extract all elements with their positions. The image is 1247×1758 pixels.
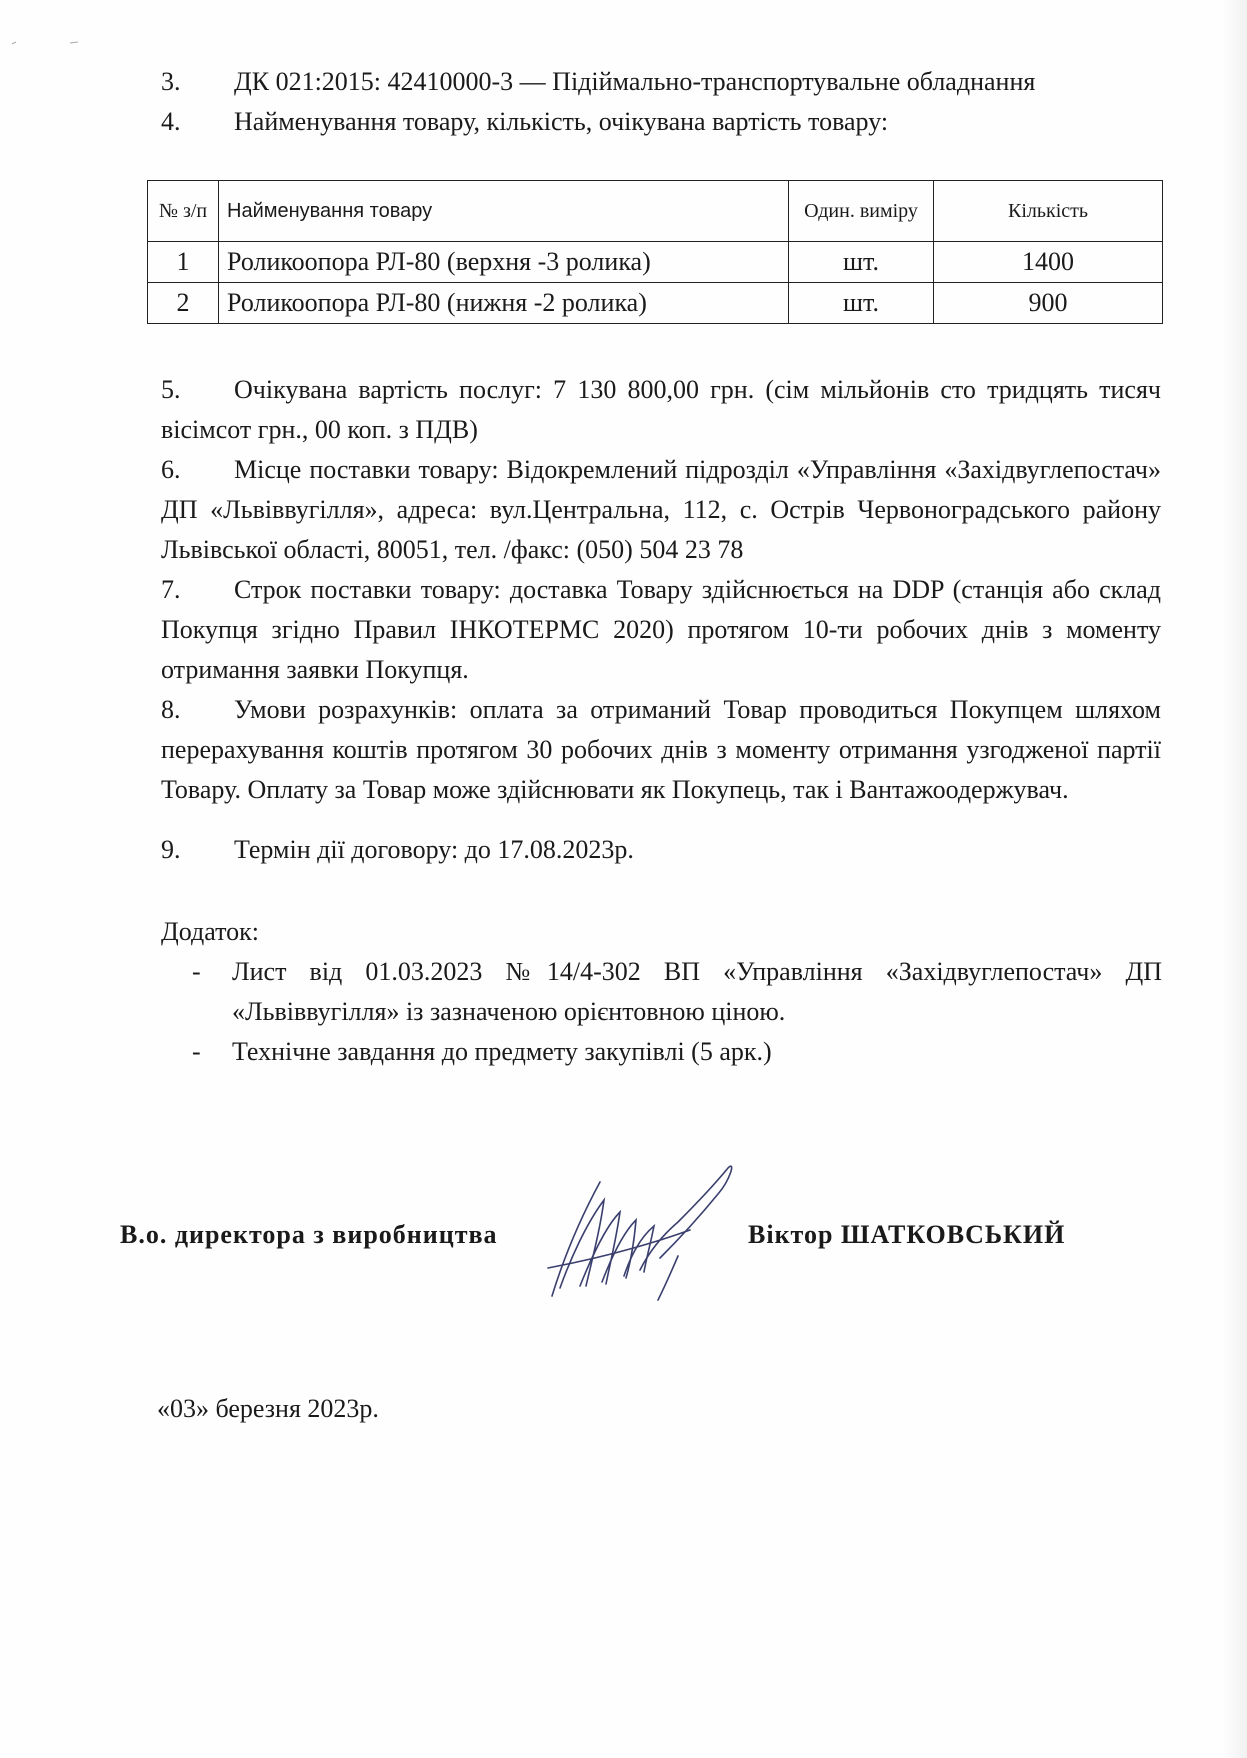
item-text: Умови розрахунків: оплата за отриманий Товар проводиться Покупцем шляхом перерахування коштів протягом 30 робочих днів з моменту отримання узгодженої партії Товару. Оплату за Товар може здійснювати як Покупець, так і Вантажоодержувач. [161,695,1161,804]
cell-num: 1 [148,242,219,283]
header-name: Найменування товару [219,181,789,242]
item-number: 7. [161,575,181,604]
attachments-title: Додаток: [161,917,259,946]
scan-artifact [10,38,90,48]
item-9 [161,830,1161,870]
cell-unit: шт. [789,242,934,283]
item-8 [161,690,1161,810]
item-number: 4. [161,107,181,136]
item-number: 3. [161,67,181,96]
item-number: 5. [161,375,181,404]
cell-name: Роликоопора РЛ-80 (верхня -3 ролика) [219,242,789,283]
item-6 [161,450,1161,570]
item-number: 9. [161,835,181,864]
item-text: Найменування товару, кількість, очікувана вартість товару: [234,107,889,136]
attachment-text: Технічне завдання до предмету закупівлі (5 арк.) [232,1037,772,1066]
header-qty: Кількість [934,181,1163,242]
item-7 [161,570,1161,690]
cell-name: Роликоопора РЛ-80 (нижня -2 ролика) [219,283,789,324]
item-text: Термін дії договору: до 17.08.2023р. [234,835,634,864]
item-number: 6. [161,455,181,484]
cell-qty: 900 [934,283,1163,324]
item-4 [161,102,1161,142]
item-number: 8. [161,695,181,724]
document-date: «03» березня 2023р. [157,1394,379,1423]
item-text: Місце поставки товару: Відокремлений підрозділ «Управління «Західвуглепостач» ДП «Львіввугілля», адреса: вул.Центральна, 112, с. Острів Червоноградського району Львівської області, 80051, тел. /факс: (050) 504 23 78 [161,455,1161,564]
table-row [148,242,1163,283]
header-num: № з/п [148,181,219,242]
goods-table [147,180,1163,324]
item-5 [161,370,1161,450]
header-unit: Один. виміру [789,181,934,242]
cell-qty: 1400 [934,242,1163,283]
item-3 [161,62,1161,102]
cell-num: 2 [148,283,219,324]
attachment-item [192,1032,1162,1072]
attachment-text: Лист від 01.03.2023 №14/4-302 ВП «Управління «Західвуглепостач» ДП «Львіввугілля» із зазначеною орієнтовною ціною. [232,957,1162,1026]
table-header-row [148,181,1163,242]
signatory-name: Віктор ШАТКОВСЬКИЙ [748,1220,1066,1249]
handwritten-signature [540,1160,760,1310]
scan-edge-shadow [1221,0,1247,1758]
item-text: ДК 021:2015: 42410000-3 — Підіймально-транспортувальне обладнання [234,67,1036,96]
table-row [148,283,1163,324]
attachment-item [192,952,1162,1032]
signatory-position: В.о. директора з виробництва [120,1220,498,1249]
list-dash: - [192,957,201,986]
item-text: Очікувана вартість послуг: 7 130 800,00 грн. (сім мільйонів сто тридцять тисяч вісімсот грн., 00 коп. з ПДВ) [161,375,1161,444]
list-dash: - [192,1037,201,1066]
item-text: Строк поставки товару: доставка Товару здійснюється на DDP (станція або склад Покупця згідно Правил ІНКОТЕРМС 2020) протягом 10-ти робочих днів з моменту отримання заявки Покупця. [161,575,1161,684]
cell-unit: шт. [789,283,934,324]
